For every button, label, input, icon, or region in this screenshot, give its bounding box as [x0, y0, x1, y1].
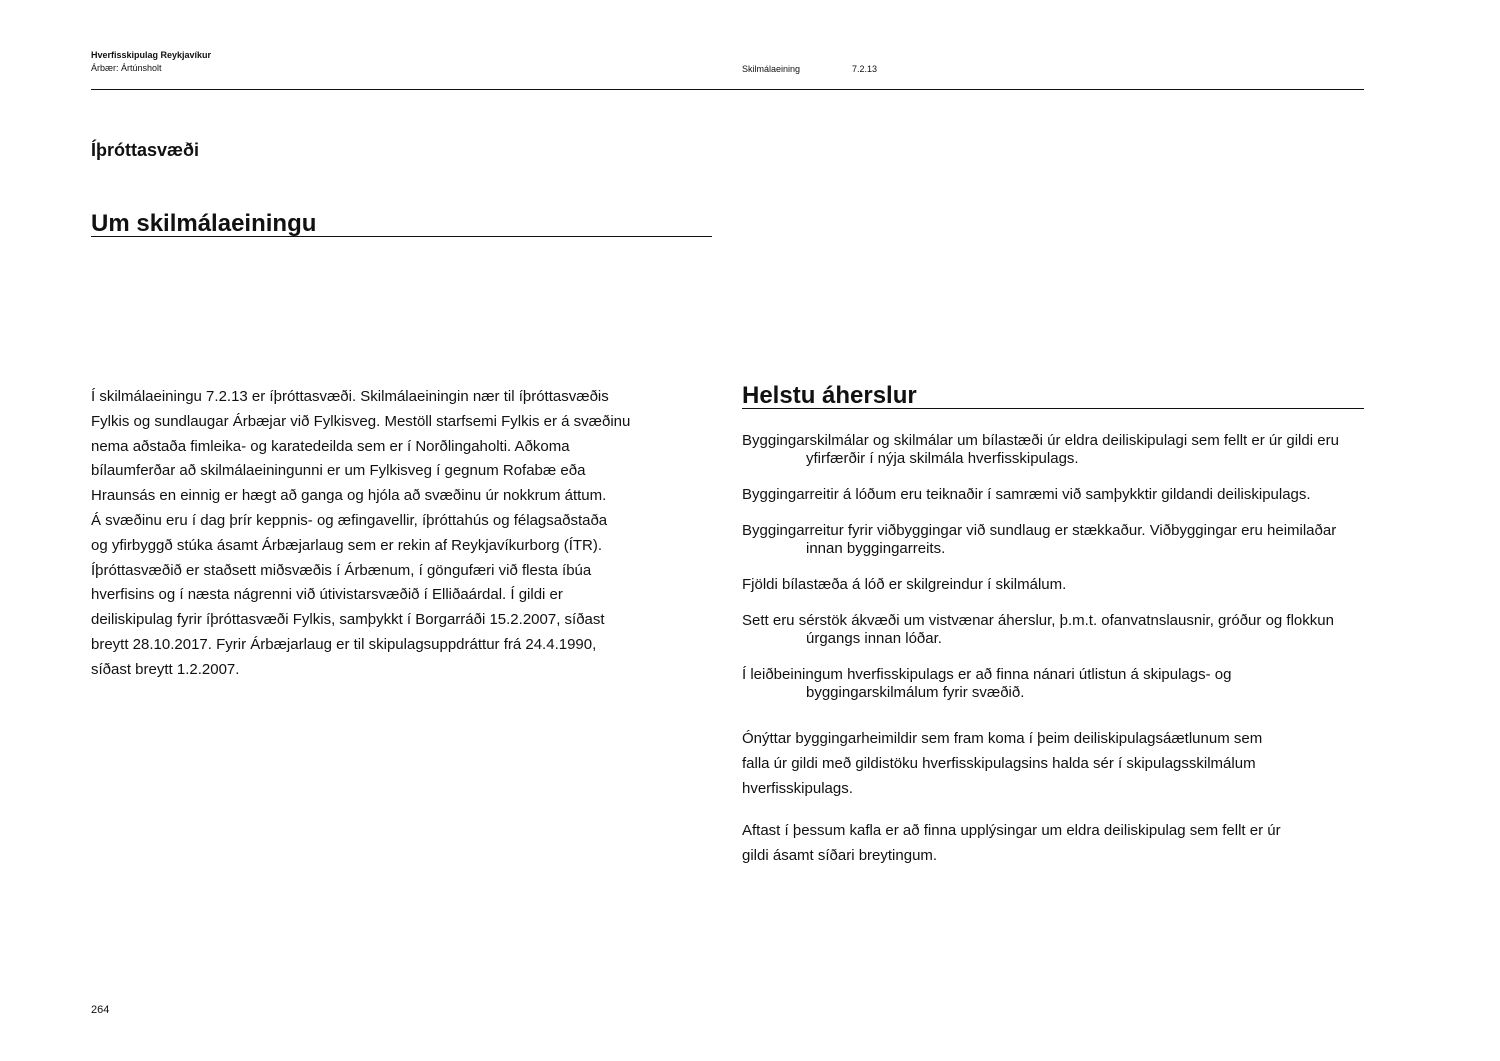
list-item: Sett eru sérstök ákvæði um vistvænar áherslur, þ.m.t. ofanvatnslausnir, gróður og flokkun úrgangs innan lóðar.	[742, 612, 1334, 647]
about-text: Í skilmálaeiningu 7.2.13 er íþróttasvæði. Skilmálaeiningin nær til íþróttasvæðis Fylkis og sundlaugar Árbæjar við Fylkisveg. Mestöll starfsemi Fylkis er á svæðinu nema aðstaða fimleika- og karatedeilda sem er í Norðlingaholti. Aðkoma bílaumferðar að skilmálaeiningunni er um Fylkisveg í gegnum Rofabæ eða Hraunsás en einnig er hægt að ganga og hjóla að svæðinu úr nokkrum áttum. Á svæðinu eru í dag þrír keppnis- og æfingavellir, íþróttahús og félagsaðstaða og yfirbyggð stúka ásamt Árbæjarlaug sem er rekin af Reykjavíkurborg (ÍTR). Íþróttasvæðið er staðsett miðsvæðis í Árbænum, í göngufæri við flesta íbúa hverfisins og í næsta nágrenni við útivistarsvæðið í Elliðaárdal. Í gildi er deiliskipulag fyrir íþróttasvæði Fylkis, samþykkt í Borgarráði 15.2.2007, síðast breytt 28.10.2017. Fyrir Árbæjarlaug er til skipulagsuppdráttur frá 24.4.1990, síðast breytt 1.2.2007.	[91, 388, 631, 678]
area-title: Íþróttasvæði	[91, 140, 200, 160]
header-divider	[91, 89, 1364, 90]
about-heading: Um skilmálaeiningu	[91, 210, 317, 237]
list-item: Byggingarreitir á lóðum eru teiknaðir í samræmi við samþykktir gildandi deiliskipulags.	[742, 486, 1311, 503]
appendix-note-paragraph: Aftast í þessum kafla er að finna upplýsingar um eldra deiliskipulag sem fellt er úr gildi ásamt síðari breytingum.	[742, 822, 1281, 864]
page-number: 264	[91, 1004, 110, 1016]
highlights-list	[742, 432, 1364, 720]
list-item: Byggingarskilmálar og skilmálar um bílastæði úr eldra deiliskipulagi sem fellt er úr gildi eru yfirfærðir í nýja skilmála hverfisskipulags.	[742, 432, 1339, 467]
document-subtitle: Árbær: Ártúnsholt	[91, 63, 162, 73]
list-item: Í leiðbeiningum hverfisskipulags er að finna nánari útlistun á skipulags- og byggingarskilmálum fyrir svæðið.	[742, 666, 1232, 701]
section-label: Skilmálaeining	[742, 64, 801, 74]
highlights-heading: Helstu áherslur	[742, 382, 917, 409]
list-item: Fjöldi bílastæða á lóð er skilgreindur í skilmálum.	[742, 576, 1067, 593]
highlights-heading-underline	[742, 408, 1364, 409]
section-code: 7.2.13	[852, 64, 878, 74]
list-item: Byggingarreitur fyrir viðbyggingar við sundlaug er stækkaður. Viðbyggingar eru heimilaðar innan byggingarreits.	[742, 522, 1337, 557]
document-title: Hverfisskipulag Reykjavíkur	[91, 50, 212, 60]
unused-permits-paragraph: Ónýttar byggingarheimildir sem fram koma í þeim deiliskipulagsáætlunum sem falla úr gildi með gildistöku hverfisskipulagsins halda sér í skipulagsskilmálum hverfisskipulags.	[742, 730, 1263, 797]
about-heading-underline	[91, 236, 712, 237]
